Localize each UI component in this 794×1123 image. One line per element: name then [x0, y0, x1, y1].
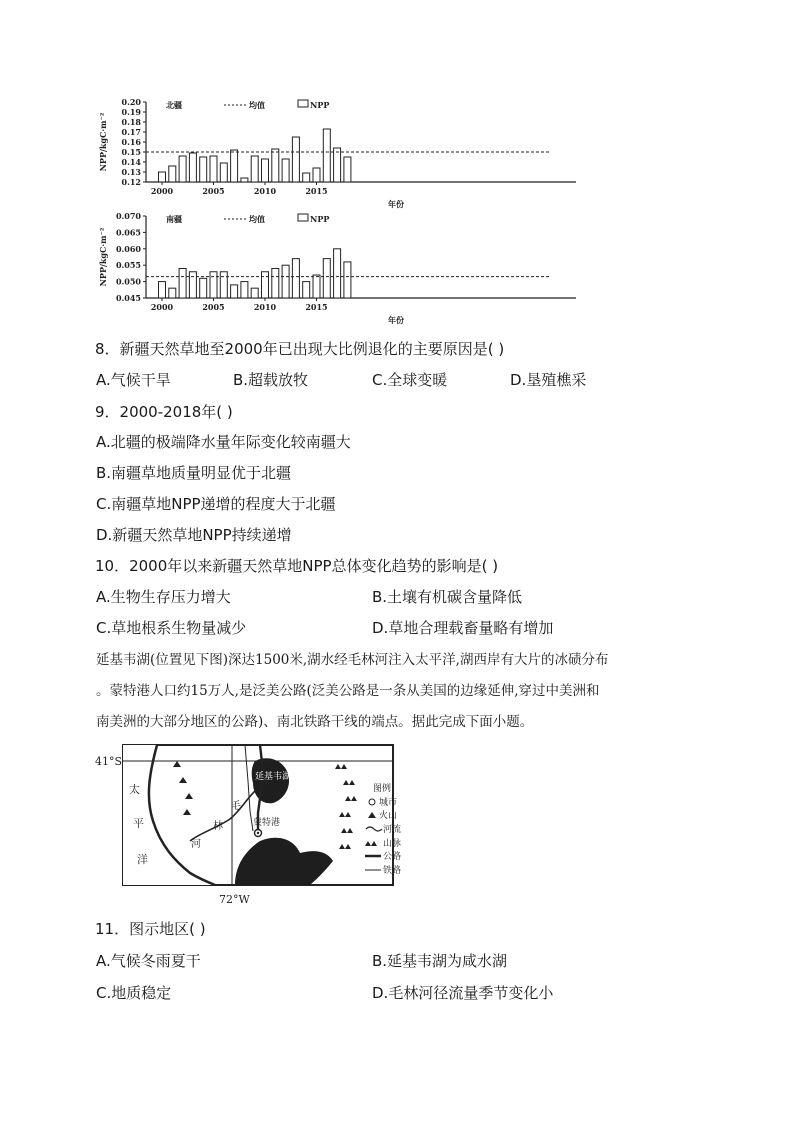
npp-bar	[303, 173, 310, 182]
npp-bar	[313, 275, 320, 298]
question-9-option-c[interactable]: C.南疆草地NPP递增的程度大于北疆	[96, 495, 336, 513]
question-10-option-d[interactable]: D.草地合理载畜量略有增加	[372, 619, 554, 637]
question-11-option-c[interactable]: C.地质稳定	[96, 984, 172, 1002]
y-tick-label: 0.13	[121, 167, 141, 177]
legend-river: 河流	[383, 825, 402, 835]
legend-npp-label: NPP	[310, 100, 330, 110]
npp-bar	[159, 172, 166, 182]
question-9-stem: 9．2000-2018年( )	[95, 403, 233, 421]
question-11-option-b[interactable]: B.延基韦湖为咸水湖	[372, 952, 508, 970]
passage-line-1: 延基韦湖(位置见下图)深达1500米,湖水经毛林河注入太平洋,湖西岸有大片的冰碛分布	[96, 652, 609, 668]
question-10-option-c[interactable]: C.草地根系生物量减少	[96, 619, 247, 637]
legend-railway: 铁路	[383, 866, 402, 876]
y-tick-label: 0.19	[121, 107, 141, 117]
passage-line-3: 南美洲的大部分地区的公路)、南北铁路干线的端点。据此完成下面小题。	[96, 714, 534, 730]
river-label-2: 林	[213, 821, 223, 832]
npp-bar	[210, 156, 217, 182]
y-tick-label: 0.18	[121, 117, 141, 127]
npp-chart-north	[96, 94, 586, 212]
npp-bar	[231, 285, 238, 298]
ocean-label-2: 平	[133, 817, 144, 830]
npp-bar	[272, 268, 279, 298]
legend-mountain: 山脉	[383, 839, 402, 849]
legend-npp-swatch	[298, 214, 308, 221]
x-tick-label: 2010	[253, 186, 277, 196]
x-axis-label: 年份	[388, 315, 404, 325]
y-tick-label: 0.070	[115, 211, 141, 221]
npp-bar	[179, 268, 186, 298]
npp-bar	[292, 137, 299, 182]
y-tick-label: 0.17	[121, 127, 141, 137]
y-tick-label: 0.060	[115, 243, 141, 254]
npp-bar	[303, 282, 310, 298]
x-tick-label: 2010	[253, 302, 277, 312]
y-tick-label: 0.045	[115, 293, 141, 303]
legend-city-icon	[369, 799, 375, 805]
npp-bar	[313, 168, 320, 182]
y-axis-label: NPP/kgC·m⁻²	[98, 227, 108, 287]
longitude-label: 72°W	[219, 893, 250, 906]
npp-bar	[189, 272, 196, 298]
npp-bar	[344, 157, 351, 182]
passage-line-2: 。蒙特港人口约15万人,是泛美公路(泛美公路是一条从美国的边缘延伸,穿过中美洲和	[96, 683, 600, 699]
npp-bar	[169, 288, 176, 298]
x-axis-label: 年份	[388, 199, 404, 209]
question-8-option-a[interactable]: A.气候干旱	[96, 371, 171, 389]
npp-chart-south-svg	[96, 208, 586, 328]
npp-chart-north-svg	[96, 94, 586, 212]
npp-bar	[200, 157, 207, 182]
npp-bar	[159, 282, 166, 298]
river-label-1: 毛	[231, 801, 241, 812]
river-label-3: 河	[191, 839, 201, 850]
question-9-option-b[interactable]: B.南疆草地质量明显优于北疆	[96, 464, 292, 482]
city-marker-dot	[257, 832, 259, 834]
x-tick-label: 2000	[150, 302, 174, 312]
legend-city: 城市	[379, 798, 398, 808]
npp-bar	[344, 262, 351, 298]
x-tick-label: 2015	[305, 302, 328, 312]
npp-bar	[334, 148, 341, 182]
npp-bar	[251, 156, 258, 182]
question-10-option-a[interactable]: A.生物生存压力增大	[96, 588, 231, 606]
y-tick-label: 0.055	[115, 260, 141, 271]
y-axis-label: NPP/kgC·m⁻²	[98, 112, 108, 172]
npp-bar	[334, 249, 341, 298]
question-10-stem: 10．2000年以来新疆天然草地NPP总体变化趋势的影响是( )	[95, 557, 499, 575]
x-tick-label: 2000	[150, 186, 174, 196]
y-tick-label: 0.050	[115, 276, 141, 287]
legend-mean-label: 均值	[249, 214, 265, 224]
npp-bar	[220, 163, 227, 182]
lake-label: 延基韦湖	[255, 772, 292, 782]
ocean-label-1: 太	[129, 783, 140, 796]
legend-npp-label: NPP	[310, 214, 330, 224]
npp-bar	[272, 149, 279, 182]
npp-bar	[200, 278, 207, 298]
question-9-option-d[interactable]: D.新疆天然草地NPP持续递增	[96, 526, 292, 544]
map-svg	[95, 741, 425, 913]
x-tick-label: 2005	[202, 186, 225, 196]
question-8-stem: 8．新疆天然草地至2000年已出现大比例退化的主要原因是( )	[95, 340, 505, 358]
x-tick-label: 2015	[305, 186, 328, 196]
npp-bar	[292, 259, 299, 298]
y-tick-label: 0.12	[121, 177, 141, 187]
y-tick-label: 0.16	[121, 137, 141, 147]
lake-llanquihue-map	[95, 741, 425, 913]
question-8-option-b[interactable]: B.超载放牧	[233, 371, 309, 389]
npp-bar	[323, 129, 330, 182]
npp-bar	[241, 282, 248, 298]
region-label: 北疆	[166, 100, 182, 110]
legend-mean-label: 均值	[249, 100, 265, 110]
question-11-option-a[interactable]: A.气候冬雨夏干	[96, 952, 201, 970]
question-10-option-b[interactable]: B.土壤有机碳含量降低	[372, 588, 523, 606]
question-9-option-a[interactable]: A.北疆的极端降水量年际变化较南疆大	[96, 433, 351, 451]
question-8-option-c[interactable]: C.全球变暖	[372, 371, 448, 389]
npp-bar	[189, 153, 196, 182]
latitude-label: 41°S	[95, 755, 123, 768]
npp-bar	[220, 272, 227, 298]
npp-bar	[262, 159, 269, 182]
npp-bar	[282, 265, 289, 298]
y-tick-label: 0.065	[115, 227, 141, 238]
city-label: 蒙特港	[253, 818, 281, 828]
npp-bar	[231, 150, 238, 182]
npp-bar	[179, 156, 186, 182]
question-8-option-d[interactable]: D.垦殖樵采	[510, 371, 587, 389]
npp-bar	[282, 159, 289, 182]
y-tick-label: 0.20	[121, 97, 141, 107]
reading-passage	[96, 650, 696, 743]
question-11-stem: 11．图示地区( )	[95, 920, 206, 938]
y-tick-label: 0.14	[121, 157, 141, 167]
npp-bar	[169, 166, 176, 182]
y-tick-label: 0.15	[121, 147, 141, 157]
x-tick-label: 2005	[202, 302, 225, 312]
npp-bar	[251, 288, 258, 298]
region-label: 南疆	[166, 214, 182, 224]
legend-npp-swatch	[298, 100, 308, 107]
npp-bar	[241, 178, 248, 182]
npp-bar	[323, 259, 330, 298]
npp-bar	[210, 272, 217, 298]
npp-chart-south	[96, 208, 586, 328]
npp-bar	[262, 272, 269, 298]
legend-highway: 公路	[383, 852, 402, 862]
question-11-option-d[interactable]: D.毛林河径流量季节变化小	[372, 984, 554, 1002]
legend-title: 图例	[373, 784, 392, 794]
legend-volcano: 火山	[379, 811, 398, 821]
ocean-label-3: 洋	[137, 853, 148, 866]
